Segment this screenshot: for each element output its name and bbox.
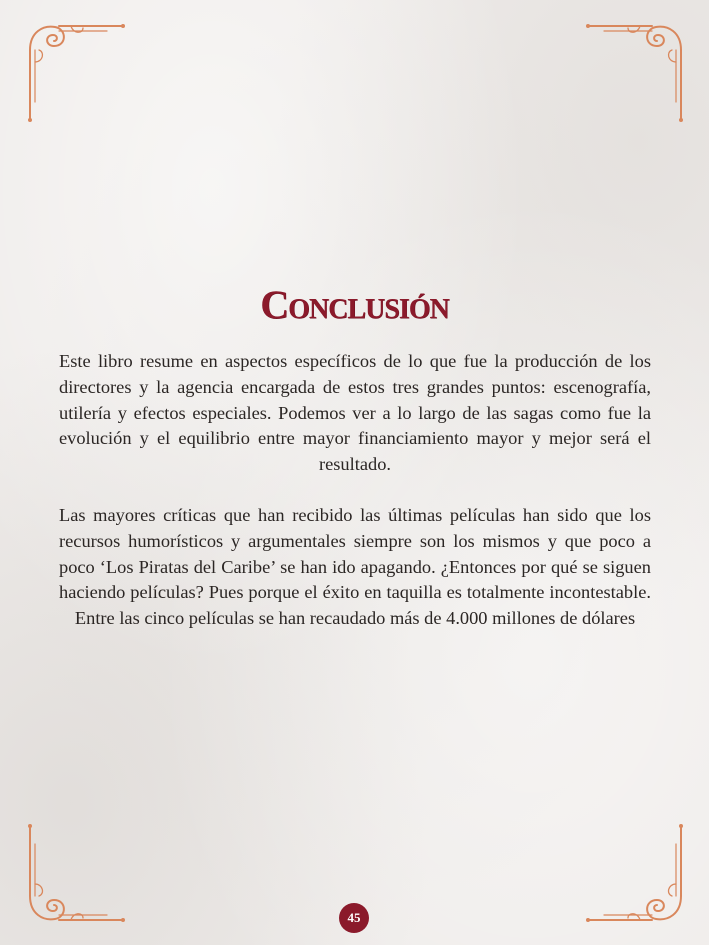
flourish-icon [27,824,131,924]
body-paragraph-1: Este libro resume en aspectos específicos de lo que fue la producción de los directores y la agencia encargada de estos tres grandes puntos: escenografía, utilería y efectos especiales. Podemos ver a lo largo de las sagas como fue la evolución y el equilibrio entre mayor financiamiento mayor y mejor será el resultado. [59,351,651,475]
page-title: Conclusión [260,282,449,327]
flourish-icon [580,824,684,924]
page-number-badge: 45 [339,903,369,933]
corner-ornament-top-left [27,22,131,122]
corner-ornament-bottom-left [27,824,131,924]
flourish-icon [580,22,684,122]
corner-ornament-bottom-right [580,824,684,924]
flourish-icon [27,22,131,122]
body-paragraph-2: Las mayores críticas que han recibido las últimas películas han sido que los recursos humorísticos y argumentales siempre son los mismos y que poco a poco ‘Los Piratas del Caribe’ se han ido apagando. ¿Entonces por qué se siguen haciendo películas? Pues porque el éxito en taquilla es totalmente incontestable. Entre las cinco películas se han recaudado más de 4.000 millones de dólares [59,505,651,629]
corner-ornament-top-right [580,22,684,122]
